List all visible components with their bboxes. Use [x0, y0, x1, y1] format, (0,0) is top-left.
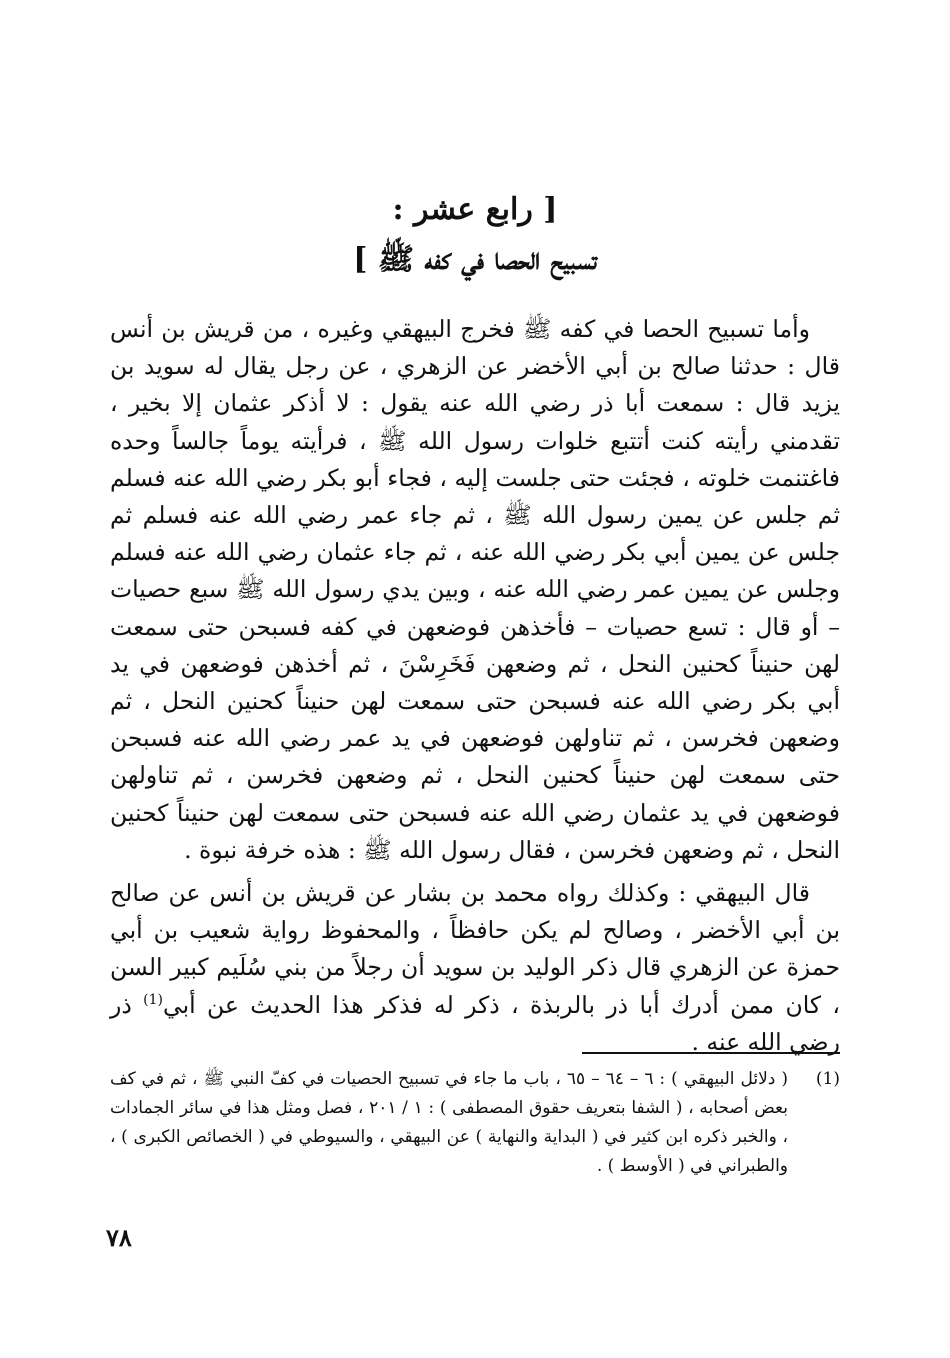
paragraph-text: وأما تسبيح الحصا في كفه ﷺ فخرج البيهقي وغيره ، من قريش بن أنس قال : حدثنا صالح بن أبي الأخضر عن الزهري ، عن رجل يقال له سويد بن يزيد قال : سمعت أبا ذر رضي الله عنه يقول : لا أذكر عثمان إلا بخير ، تقدمني رأيته كنت أتتبع خلوات رسول الله ﷺ ، فرأيته يوماً جالساً وحده فاغتنمت خلوته ، فجئت حتى جلست إليه ، فجاء أبو بكر رضي الله عنه فسلم ثم جلس عن يمين رسول الله ﷺ ، ثم جاء عمر رضي الله عنه فسلم ثم جلس عن يمين أبي بكر رضي الله عنه ، ثم جاء عثمان رضي الله عنه فسلم وجلس عن يمين عمر رضي الله عنه ، وبين يدي رسول الله ﷺ سبع حصيات – أو قال : تسع حصيات – فأخذهن فوضعهن في كفه فسبحن حتى سمعت لهن حنيناً كحنين النحل ، ثم وضعهن فَخَرِسْنَ ، ثم أخذهن فوضعهن في يد أبي بكر رضي الله عنه فسبحن حتى سمعت لهن حنيناً كحنين النحل ، ثم وضعهن فخرسن ، ثم تناولهن فوضعهن في يد عمر رضي الله عنه فسبحن حتى سمعت لهن حنيناً كحنين النحل ، ثم وضعهن فخرسن ، ثم تناولهن فوضعهن في يد عثمان رضي الله عنه فسبحن حتى سمعت لهن حنيناً كحنين النحل ، ثم وضعهن فخرسن ، فقال رسول الله ﷺ : هذه خرفة نبوة .	[110, 315, 840, 864]
footnote	[110, 1065, 840, 1181]
paragraph-text-end: ذر رضي الله عنه .	[110, 990, 840, 1056]
section-subheading: تسبيح الحصا في كفه ﷺ ]	[353, 242, 597, 277]
footnote-text: ( دلائل البيهقي ) : ٦ – ٦٤ – ٦٥ ، باب ما جاء في تسبيح الحصيات في كفّ النبي ﷺ ، ثم في كف بعض أصحابه ، ( الشفا بتعريف حقوق المصطفى ) : ١ / ٢٠١ ، فصل ومثل هذا في سائر الجمادات ، والخبر ذكره ابن كثير في ( البداية والنهاية ) عن البيهقي ، والسيوطي في ( الخصائص الكبرى ) ، والطبراني في ( الأوسط ) .	[110, 1069, 788, 1176]
section-heading: [ رابع عشر :	[392, 192, 558, 227]
footnote-divider	[582, 1052, 840, 1054]
paragraph-1	[110, 311, 840, 869]
footnotes-section	[110, 1065, 840, 1181]
paragraph-text-start: قال البيهقي : وكذلك رواه محمد بن بشار عن قريش بن أنس عن صالح بن أبي الأخضر ، وصالح لم يكن حافظاً ، والمحفوظ رواية شعيب بن أبي حمزة عن الزهري قال ذكر الوليد بن سويد أن رجلاً من بني سُلَيم كبير السن ، كان ممن أدرك أبا ذر بالربذة ، ذكر له فذكر هذا الحديث عن أبي	[110, 879, 840, 1019]
footnote-reference[interactable]: (1)	[143, 991, 164, 1008]
page-number: ٧٨	[106, 1223, 132, 1252]
paragraph-2	[110, 875, 840, 1061]
paragraph-text	[110, 875, 840, 1061]
footnote-marker: (1)	[815, 1069, 840, 1089]
